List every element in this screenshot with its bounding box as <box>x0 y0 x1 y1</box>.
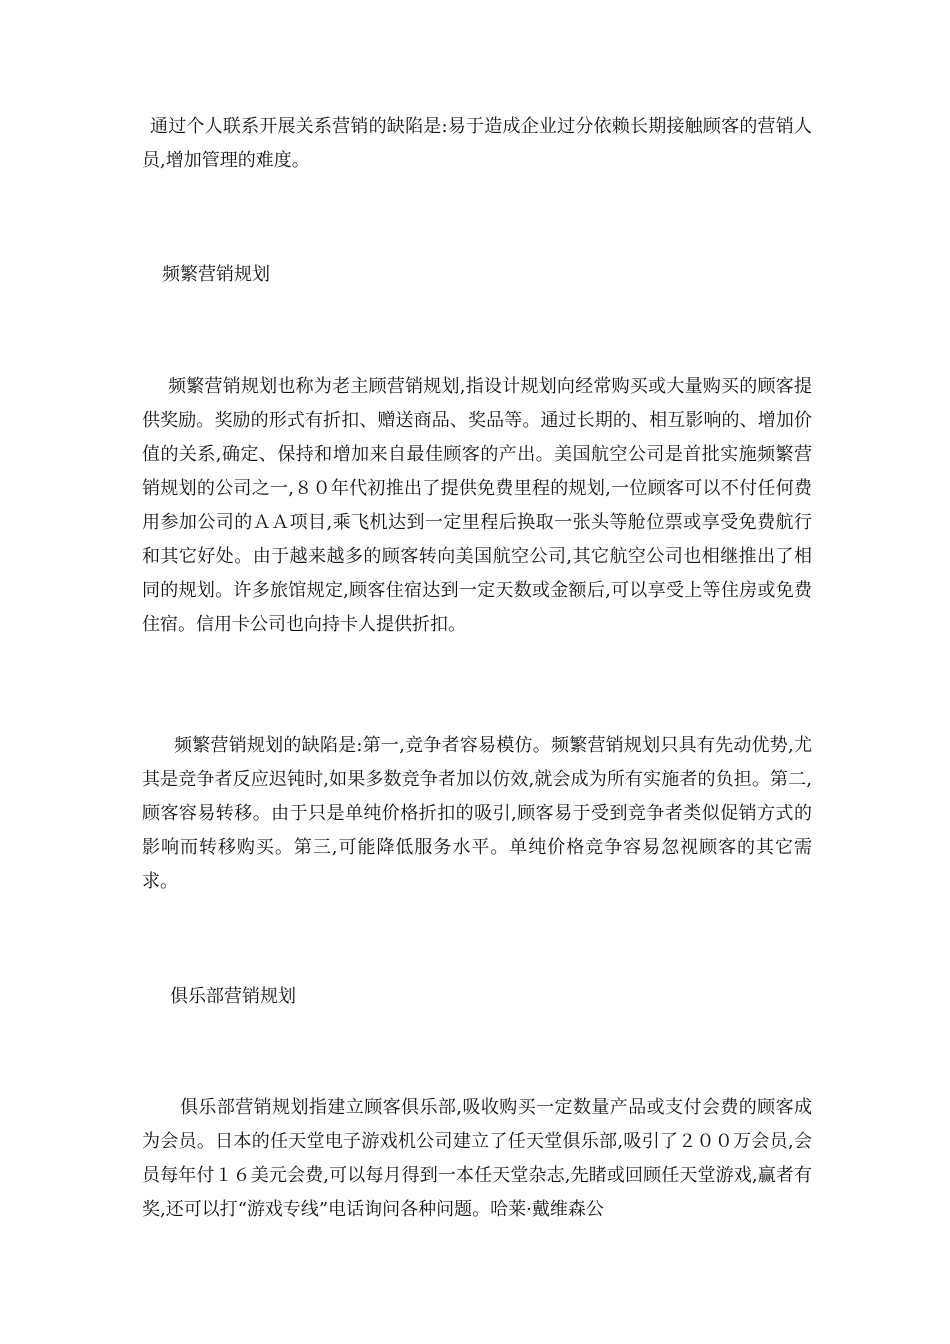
heading-frequency-marketing: 频繁营销规划 <box>162 264 270 285</box>
paragraph-frequency-marketing-definition: 频繁营销规划也称为老主顾营销规划,指设计规划向经常购买或大量购买的顾客提供奖励。奖励的形式有折扣、赠送商品、奖品等。通过长期的、相互影响的、增加价值的关系,确定、保持和增加来自最佳顾客的产出。美国航空公司是首批实施频繁营销规划的公司之一,８０年代初推出了提供免费里程的规划,一位顾客可以不付任何费用参加公司的ＡＡ项目,乘飞机达到一定里程后换取一张头等舱位票或享受免费航行和其它好处。由于越来越多的顾客转向美国航空公司,其它航空公司也相继推出了相同的规划。许多旅馆规定,顾客住宿达到一定天数或金额后,可以享受上等住房或免费住宿。信用卡公司也向持卡人提供折扣。 <box>142 376 812 635</box>
paragraph-personal-contact-drawbacks: 通过个人联系开展关系营销的缺陷是:易于造成企业过分依赖长期接触顾客的营销人员,增加管理的难度。 <box>142 116 812 171</box>
paragraph-frequency-marketing-drawbacks: 频繁营销规划的缺陷是:第一,竞争者容易模仿。频繁营销规划只具有先动优势,尤其是竞争者反应迟钝时,如果多数竞争者加以仿效,就会成为所有实施者的负担。第二,顾客容易转移。由于只是单纯价格折扣的吸引,顾客易于受到竞争者类似促销方式的影响而转移购买。第三,可能降低服务水平。单纯价格竞争容易忽视顾客的其它需求。 <box>142 735 812 892</box>
paragraph-club-marketing-definition: 俱乐部营销规划指建立顾客俱乐部,吸收购买一定数量产品或支付会费的顾客成为会员。日本的任天堂电子游戏机公司建立了任天堂俱乐部,吸引了２００万会员,会员每年付１６美元会费,可以每月得到一本任天堂杂志,先睹或回顾任天堂游戏,赢者有奖,还可以打“游戏专线”电话询问各种问题。哈莱·戴维森公 <box>142 1097 812 1220</box>
heading-club-marketing: 俱乐部营销规划 <box>170 986 296 1007</box>
